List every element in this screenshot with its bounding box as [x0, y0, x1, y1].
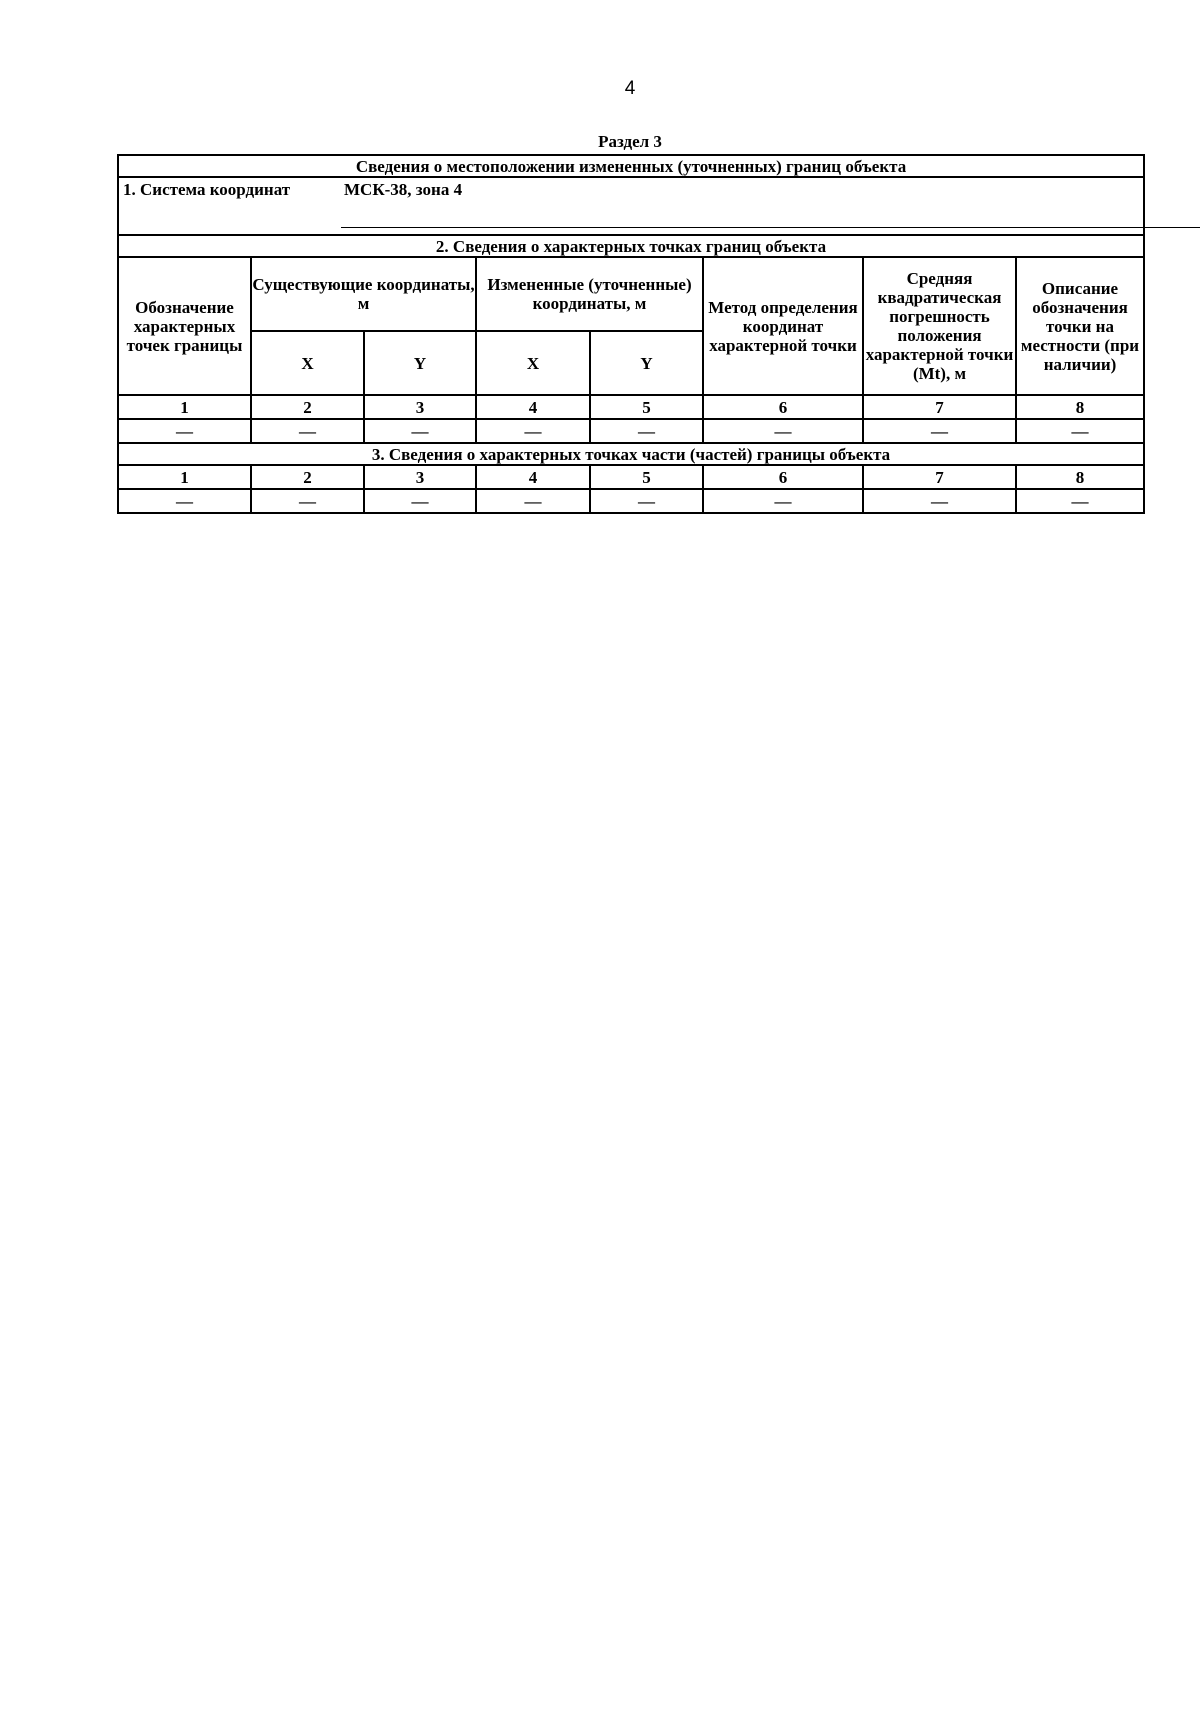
header-error: Средняя квадратическая погрешность положения характерной точки (Mt), м — [863, 257, 1016, 395]
header-changed: Измененные (уточненные) координаты, м — [476, 257, 703, 331]
col-number: 6 — [703, 465, 863, 489]
col-number: 5 — [590, 465, 703, 489]
table-caption: Сведения о местоположении измененных (уточненных) границ объекта — [118, 155, 1144, 177]
points-section-title: 2. Сведения о характерных точках границ объекта — [118, 235, 1144, 257]
header-existing-y: Y — [364, 331, 476, 395]
header-changed-x: X — [476, 331, 590, 395]
header-changed-y: Y — [590, 331, 703, 395]
table-cell: — — [476, 419, 590, 443]
col-number: 2 — [251, 395, 364, 419]
boundary-table — [117, 154, 1145, 514]
col-number: 4 — [476, 395, 590, 419]
table-cell: — — [118, 489, 251, 513]
coord-system-label: 1. Система координат — [123, 180, 291, 199]
col-number: 5 — [590, 395, 703, 419]
col-number: 2 — [251, 465, 364, 489]
header-existing: Существующие координаты, м — [251, 257, 476, 331]
table-row — [118, 489, 1144, 513]
table-cell: — — [703, 489, 863, 513]
header-designation: Обозначение характерных точек границы — [118, 257, 251, 395]
col-number: 7 — [863, 395, 1016, 419]
table-cell: — — [703, 419, 863, 443]
col-number: 7 — [863, 465, 1016, 489]
col-number: 1 — [118, 395, 251, 419]
coord-system-cell — [118, 177, 1144, 235]
table-cell: — — [863, 489, 1016, 513]
header-method: Метод определения координат характерной точки — [703, 257, 863, 395]
col-number: 4 — [476, 465, 590, 489]
table-row — [118, 419, 1144, 443]
table-cell: — — [118, 419, 251, 443]
col-number: 3 — [364, 395, 476, 419]
header-description: Описание обозначения точки на местности (при наличии) — [1016, 257, 1144, 395]
col-number: 3 — [364, 465, 476, 489]
parts-section-title: 3. Сведения о характерных точках части (частей) границы объекта — [118, 443, 1144, 465]
header-existing-x: X — [251, 331, 364, 395]
table-cell: — — [590, 489, 703, 513]
col-number: 8 — [1016, 395, 1144, 419]
table-cell: — — [1016, 419, 1144, 443]
coord-system-value: МСК-38, зона 4 — [344, 180, 463, 199]
col-number: 8 — [1016, 465, 1144, 489]
table-cell: — — [476, 489, 590, 513]
page-number: 4 — [624, 78, 636, 99]
coord-system-underline — [341, 227, 1200, 228]
section-title: Раздел 3 — [598, 132, 662, 151]
table-cell: — — [863, 419, 1016, 443]
table-cell: — — [251, 489, 364, 513]
table-cell: — — [590, 419, 703, 443]
table-cell: — — [1016, 489, 1144, 513]
table-cell: — — [364, 489, 476, 513]
table-cell: — — [251, 419, 364, 443]
table-cell: — — [364, 419, 476, 443]
col-number: 6 — [703, 395, 863, 419]
col-number: 1 — [118, 465, 251, 489]
